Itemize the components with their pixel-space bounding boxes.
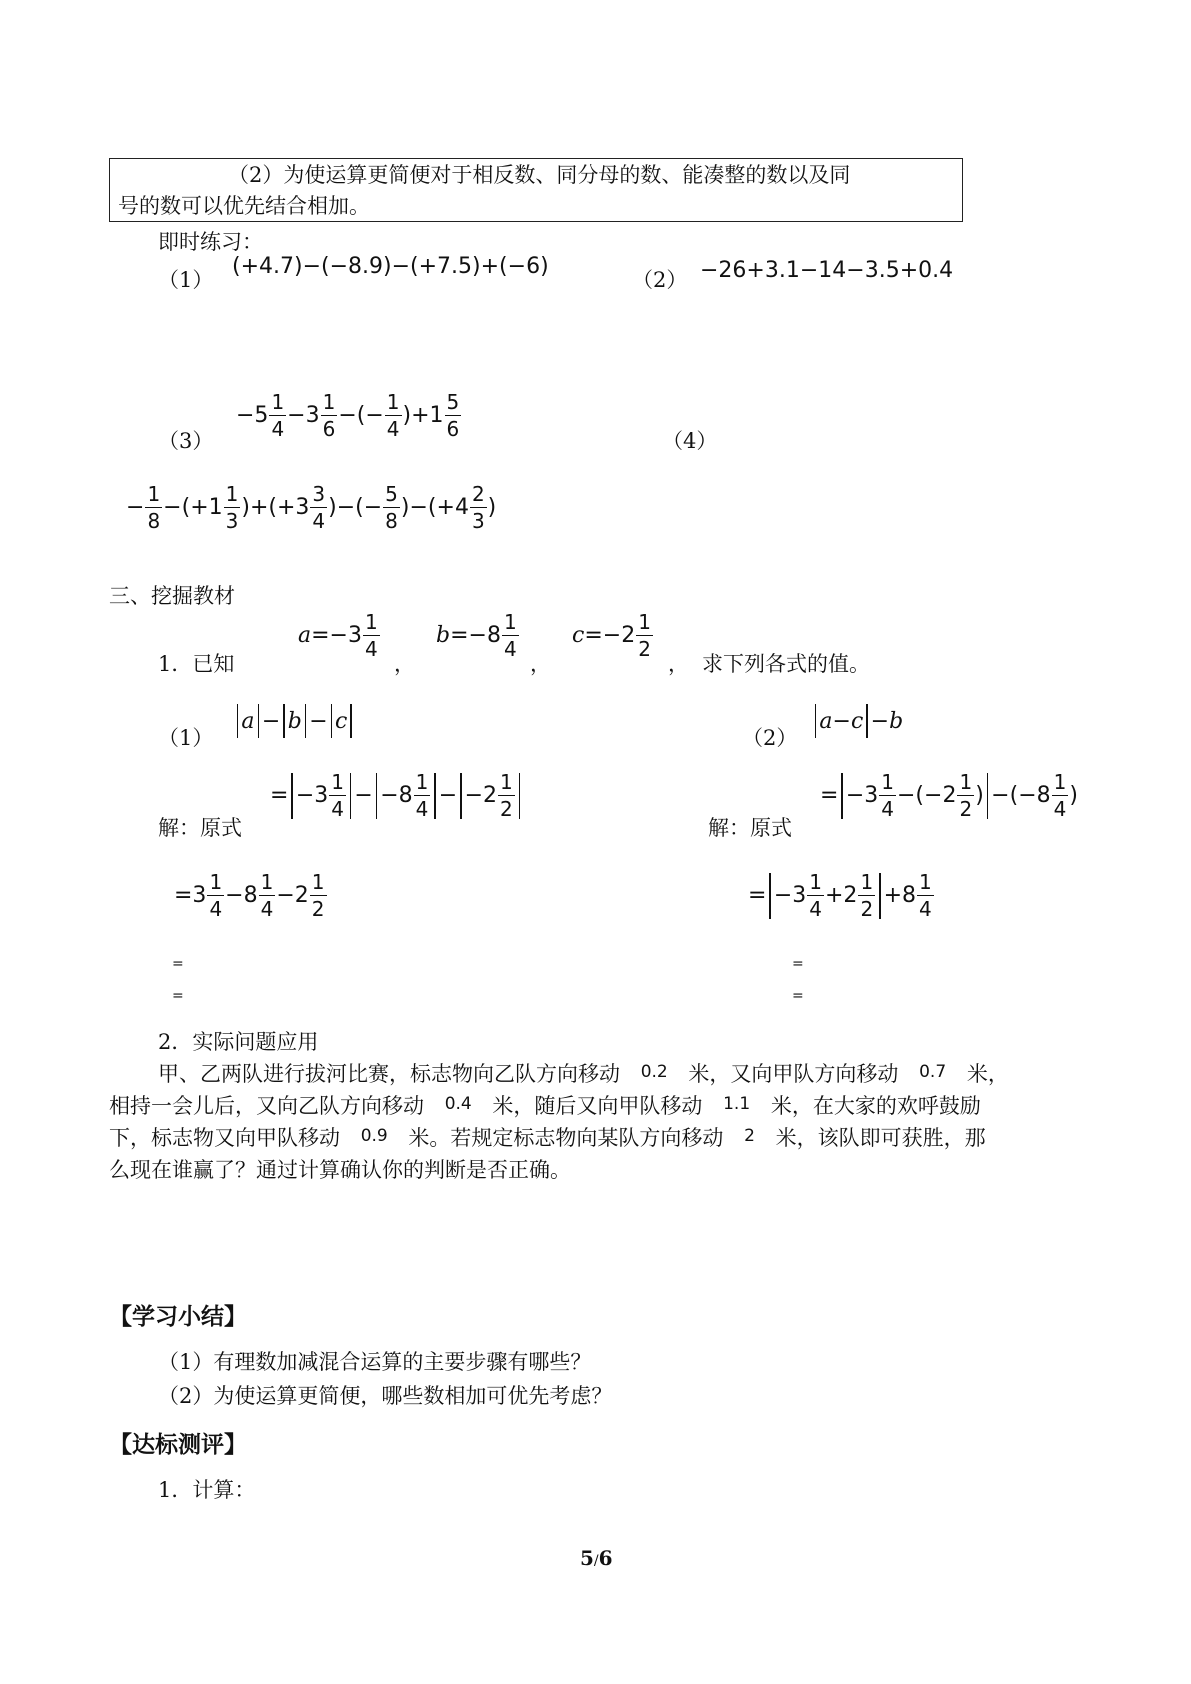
comma-2: ， [530, 652, 551, 676]
q2-value-1: 0.2 [640, 1062, 668, 1082]
practice-3-label: （3） [158, 429, 214, 453]
solution-1-step-2: =3 $\frac{1}{4}$ −8 $\frac{1}{4}$ −2 $\frac{1}{2}$ [174, 870, 325, 921]
q1-prefix: 1．已知 [158, 652, 235, 676]
solution-2-step-1: = −3 $\frac{1}{4}$ −(−2 $\frac{1}{2}$ ) −(−8 $\frac{1}{4}$ ) [820, 770, 1078, 821]
test-title: 【达标测评】 [109, 1432, 247, 1458]
solution-2-step-4: = [792, 988, 804, 1004]
rule-line-2: 号的数可以优先结合相加。 [118, 194, 370, 218]
practice-4-label: （4） [662, 429, 718, 453]
q2-value-3: 0.4 [444, 1094, 472, 1114]
test-item-1: 1．计算： [158, 1478, 256, 1502]
q2-title: 2．实际问题应用 [158, 1030, 319, 1054]
sub-2-label: （2） [742, 726, 798, 750]
page-number: 5/6 [580, 1546, 613, 1570]
practice-title: 即时练习： [158, 230, 263, 254]
rule-line-1: （2）为使运算更简便对于相反数、同分母的数、能凑整的数以及同 [228, 163, 851, 187]
q2-value-4: 1.1 [723, 1094, 751, 1114]
q1-suffix: 求下列各式的值。 [702, 652, 870, 676]
solution-2-label: 解：原式 [708, 816, 792, 840]
q2-value-2: 0.7 [919, 1062, 947, 1082]
practice-2-label: （2） [632, 268, 688, 292]
definition-a: a =−3 $\frac{1}{4}$ [298, 610, 378, 661]
solution-1-step-4: = [172, 988, 184, 1004]
practice-4-expression: − $\frac{1}{8}$ −(+1 $\frac{1}{3}$ )+(+3 $\frac{3}{4}$ )−(− $\frac{5}{8}$ )−(+4 $\frac{2}{3}$ ) [126, 482, 497, 533]
q2-line-4: 么现在谁赢了？通过计算确认你的判断是否正确。 [109, 1158, 571, 1182]
practice-3-expression: −5 $\frac{1}{4}$ −3 $\frac{1}{6}$ −(− $\frac{1}{4}$ )+1 $\frac{5}{6}$ [236, 390, 460, 441]
solution-1-step-1: = −3 $\frac{1}{4}$ − −8 $\frac{1}{4}$ − −2 $\frac{1}{2}$ [270, 772, 523, 819]
q2-line-2: 相持一会儿后，又向乙队方向移动 0.4 米，随后又向甲队移动 1.1 米，在大家的欢呼鼓励 [109, 1094, 981, 1118]
sub-2-expression: a − c − b [812, 704, 903, 738]
definition-c: c =−2 $\frac{1}{2}$ [572, 610, 651, 661]
solution-1-step-3: = [172, 956, 184, 972]
q2-line-1: 甲、乙两队进行拔河比赛，标志物向乙队方向移动 0.2 米，又向甲队方向移动 0.7 米， [158, 1062, 1009, 1086]
practice-2-expression: −26+3.1−14−3.5+0.4 [700, 258, 954, 283]
q1-suffix-comma: ， [668, 652, 689, 676]
sub-1-expression: a − b − c [234, 704, 355, 738]
comma-1: ， [394, 652, 415, 676]
sub-1-label: （1） [158, 726, 214, 750]
solution-2-step-2: = −3 $\frac{1}{4}$ +2 $\frac{1}{2}$ +8 $\frac{1}{4}$ [748, 870, 932, 921]
summary-item-2: （2）为使运算更简便，哪些数相加可优先考虑？ [158, 1384, 613, 1408]
definition-b: b =−8 $\frac{1}{4}$ [436, 610, 517, 661]
rule-box [109, 158, 963, 222]
q2-value-6: 2 [744, 1126, 755, 1146]
section-3-title: 三、挖掘教材 [109, 584, 235, 608]
practice-1-expression: (+4.7)−(−8.9)−(+7.5)+(−6) [232, 254, 549, 279]
q2-value-5: 0.9 [360, 1126, 388, 1146]
solution-1-label: 解：原式 [158, 816, 242, 840]
summary-item-1: （1）有理数加减混合运算的主要步骤有哪些？ [158, 1350, 592, 1374]
practice-1-label: （1） [158, 268, 214, 292]
summary-title: 【学习小结】 [109, 1304, 247, 1330]
q2-line-3: 下，标志物又向甲队移动 0.9 米。若规定标志物向某队方向移动 2 米，该队即可获胜，那 [109, 1126, 986, 1150]
solution-2-step-3: = [792, 956, 804, 972]
